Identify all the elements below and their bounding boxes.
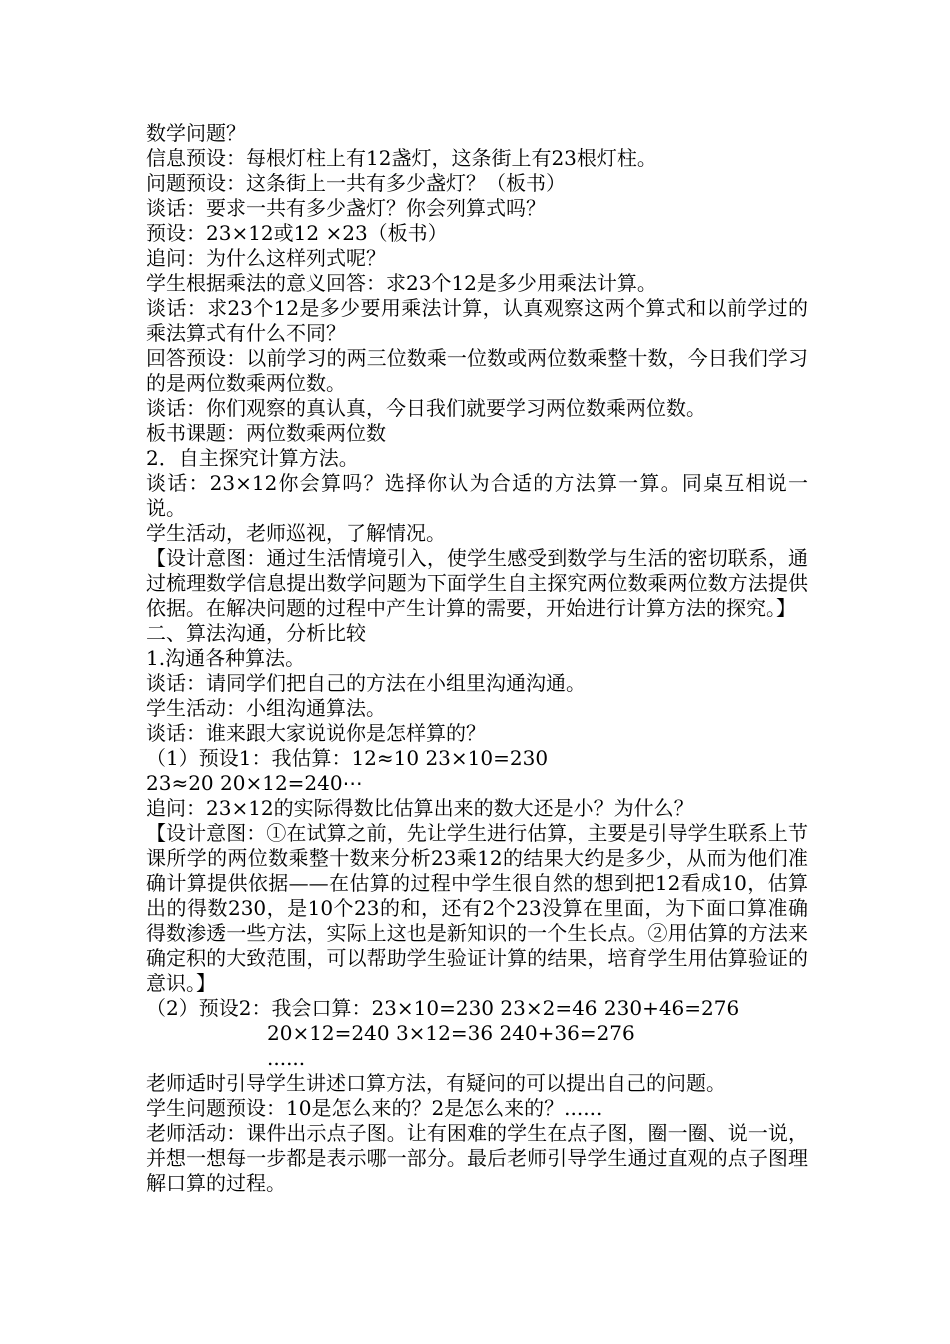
document-body <box>146 121 808 1196</box>
paragraph-teacher-activity: 老师活动：课件出示点子图。让有困难的学生在点子图，圈一圈、说一说，并想一想每一步都是表示哪一部分。最后老师引导学生通过直观的点子图理解口算的过程。 <box>146 1121 808 1195</box>
text-line: 追问：为什么这样列式呢？ <box>146 246 386 270</box>
text-line: ...... <box>267 1046 306 1070</box>
design-intent-2: 【设计意图：①在试算之前，先让学生进行估算，主要是引导学生联系上节课所学的两位数乘整十数来分析23乘12的结果大约是多少，从而为他们准确计算提供依据——在估算的过程中学生很自然的想到把12看成10，估算出的得数230，是10个23的和，还有2个23没算在里面，为下面口算准确得数渗透一些方法，实际上这也是新知识的一个生长点。②用估算的方法来确定积的大致范围，可以帮助学生验证计算的结果，培育学生用估算验证的意识。】 <box>146 821 808 995</box>
text-line: 老师适时引导学生讲述口算方法，有疑问的可以提出自己的问题。 <box>146 1071 726 1095</box>
paragraph-answer: 回答预设：以前学习的两三位数乘一位数或两位数乘整十数，今日我们学习的是两位数乘两位数。 <box>146 346 808 395</box>
text-line: 谈话：请同学们把自己的方法在小组里沟通沟通。 <box>146 671 586 695</box>
text-line: 板书课题：两位数乘两位数 <box>146 421 386 445</box>
paragraph-try: 谈话：23×12你会算吗？选择你认为合适的方法算一算。同桌互相说一说。 <box>146 471 808 520</box>
text-line: 问题预设：这条街上一共有多少盏灯？（板书） <box>146 171 566 195</box>
text-line: （1）预设1：我估算：12≈10 23×10=230 <box>146 746 549 770</box>
text-line: 学生根据乘法的意义回答：求23个12是多少用乘法计算。 <box>146 271 657 295</box>
text-line: （2）预设2：我会口算：23×10=230 23×2=46 230+46=276 <box>146 996 740 1020</box>
subsection-heading: 1.沟通各种算法。 <box>146 646 306 670</box>
paragraph-compare: 谈话：求23个12是多少要用乘法计算，认真观察这两个算式和以前学过的乘法算式有什么不同？ <box>146 296 808 345</box>
text-line: 谈话：谁来跟大家说说你是怎样算的？ <box>146 721 486 745</box>
section-heading: 2．自主探究计算方法。 <box>146 446 359 470</box>
text-line: 数学问题？ <box>146 121 246 145</box>
text-line: 预设：23×12或12 ×23（板书） <box>146 221 448 245</box>
design-intent-1: 【设计意图：通过生活情境引入，使学生感受到数学与生活的密切联系，通过梳理数学信息提出数学问题为下面学生自主探究两位数乘两位数方法提供依据。在解决问题的过程中产生计算的需要，开始进行计算方法的探究。】 <box>146 546 808 620</box>
text-line: 学生问题预设：10是怎么来的？2是怎么来的？...... <box>146 1096 603 1120</box>
text-line: 学生活动，老师巡视，了解情况。 <box>146 521 446 545</box>
text-line: 23≈20 20×12=240⋯ <box>146 771 363 795</box>
section-heading: 二、算法沟通，分析比较 <box>146 621 366 645</box>
text-line: 20×12=240 3×12=36 240+36=276 <box>267 1021 635 1045</box>
text-line: 谈话：你们观察的真认真，今日我们就要学习两位数乘两位数。 <box>146 396 706 420</box>
text-line: 信息预设：每根灯柱上有12盏灯，这条街上有23根灯柱。 <box>146 146 657 170</box>
text-line: 学生活动：小组沟通算法。 <box>146 696 386 720</box>
text-line: 谈话：要求一共有多少盏灯？你会列算式吗？ <box>146 196 546 220</box>
text-line: 追问：23×12的实际得数比估算出来的数大还是小？为什么？ <box>146 796 694 820</box>
